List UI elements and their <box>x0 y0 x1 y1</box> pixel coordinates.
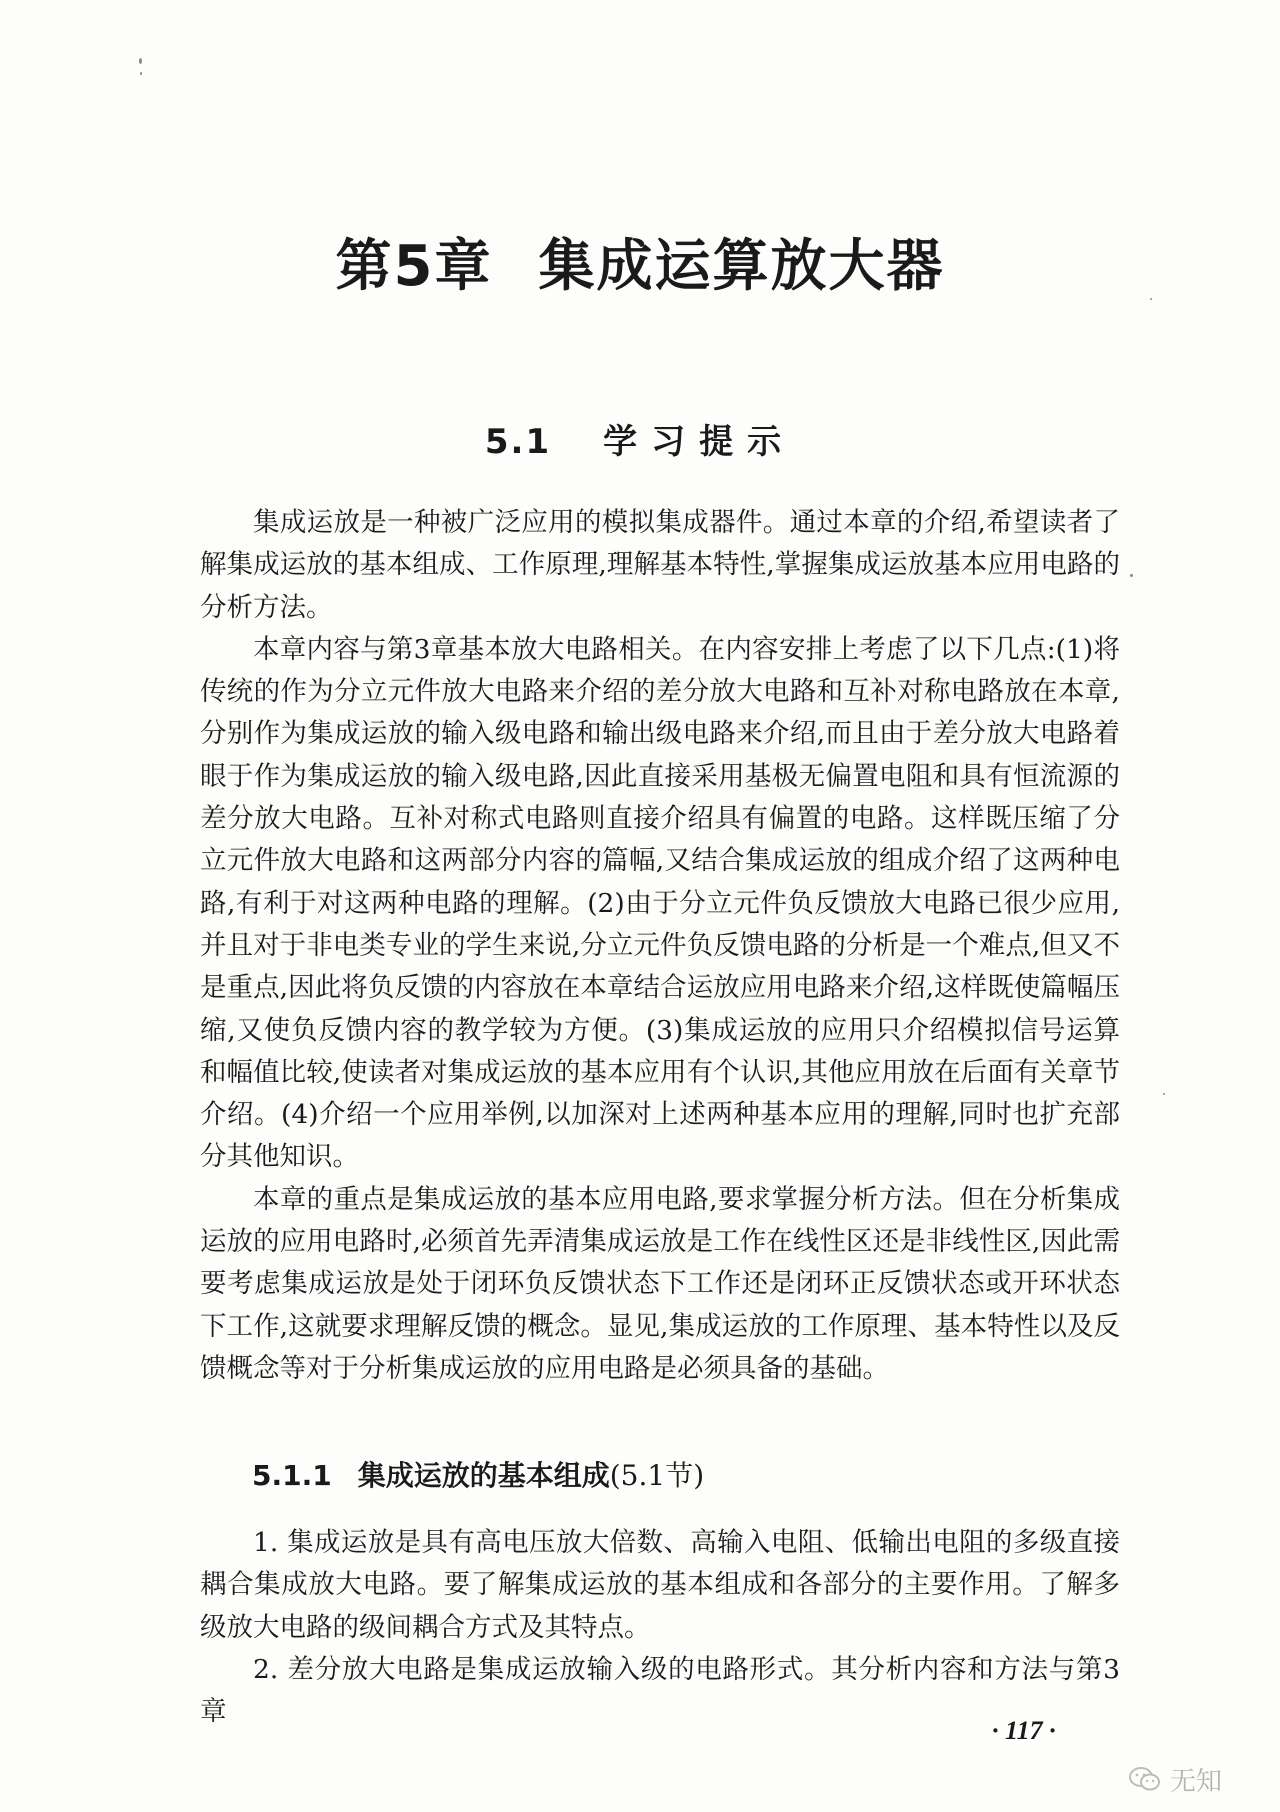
intro-text <box>200 502 1120 1390</box>
paragraph: 本章内容与第3章基本放大电路相关。在内容安排上考虑了以下几点:(1)将传统的作为分立元件放大电路来介绍的差分放大电路和互补对称电路放在本章,分别作为集成运放的输入级电路和输出级电路来介绍,而且由于差分放大电路着眼于作为集成运放的输入级电路,因此直接采用基极无偏置电阻和具有恒流源的差分放大电路。互补对称式电路则直接介绍具有偏置的电路。这样既压缩了分立元件放大电路和这两部分内容的篇幅,又结合集成运放的组成介绍了这两种电路,有利于对这两种电路的理解。(2)由于分立元件负反馈放大电路已很少应用,并且对于非电类专业的学生来说,分立元件负反馈电路的分析是一个难点,但又不是重点,因此将负反馈的内容放在本章结合运放应用电路来介绍,这样既使篇幅压缩,又使负反馈内容的教学较为方便。(3)集成运放的应用只介绍模拟信号运算和幅值比较,使读者对集成运放的基本应用有个认识,其他应用放在后面有关章节介绍。(4)介绍一个应用举例,以加深对上述两种基本应用的理解,同时也扩充部分其他知识。 <box>200 633 1120 1173</box>
chapter-title <box>0 222 1280 302</box>
scan-speck <box>1130 574 1133 577</box>
scan-speck <box>139 58 142 64</box>
section-title <box>0 414 1280 463</box>
subsection-items <box>200 1522 1120 1733</box>
subsection-ref: (5.1节) <box>609 1459 705 1492</box>
page-number: · 117 · <box>992 1716 1056 1745</box>
paragraph: 本章的重点是集成运放的基本应用电路,要求掌握分析方法。但在分析集成运放的应用电路时,必须首先弄清集成运放是工作在线性区还是非线性区,因此需要考虑集成运放是处于闭环负反馈状态下工作还是闭环正反馈状态或开环状态下工作,这就要求理解反馈的概念。显见,集成运放的工作原理、基本特性以及反馈概念等对于分析集成运放的应用电路是必须具备的基础。 <box>200 1183 1120 1384</box>
wechat-icon <box>1128 1766 1162 1792</box>
section-number: 5.1 <box>484 422 552 462</box>
chapter-number: 第5章 <box>335 234 493 299</box>
subsection-number: 5.1.1 <box>252 1459 332 1492</box>
subsection-name: 集成运放的基本组成 <box>357 1459 610 1492</box>
scan-speck <box>140 72 142 75</box>
scan-speck <box>1150 298 1152 300</box>
paragraph: 集成运放是一种被广泛应用的模拟集成器件。通过本章的介绍,希望读者了解集成运放的基本组成、工作原理,理解基本特性,掌握集成运放基本应用电路的分析方法。 <box>200 507 1120 623</box>
list-item: 2. 差分放大电路是集成运放输入级的电路形式。其分析内容和方法与第3章 <box>200 1653 1120 1728</box>
watermark <box>1128 1764 1223 1797</box>
chapter-name: 集成运算放大器 <box>538 234 945 299</box>
watermark-text: 无知 <box>1170 1766 1223 1797</box>
list-item: 1. 集成运放是具有高电压放大倍数、高输入电阻、低输出电阻的多级直接耦合集成放大电路。要了解集成运放的基本组成和各部分的主要作用。了解多级放大电路的级间耦合方式及其特点。 <box>200 1527 1120 1643</box>
subsection-title <box>252 1454 704 1494</box>
scan-speck <box>1163 1093 1165 1095</box>
section-name: 学习提示 <box>603 422 796 462</box>
